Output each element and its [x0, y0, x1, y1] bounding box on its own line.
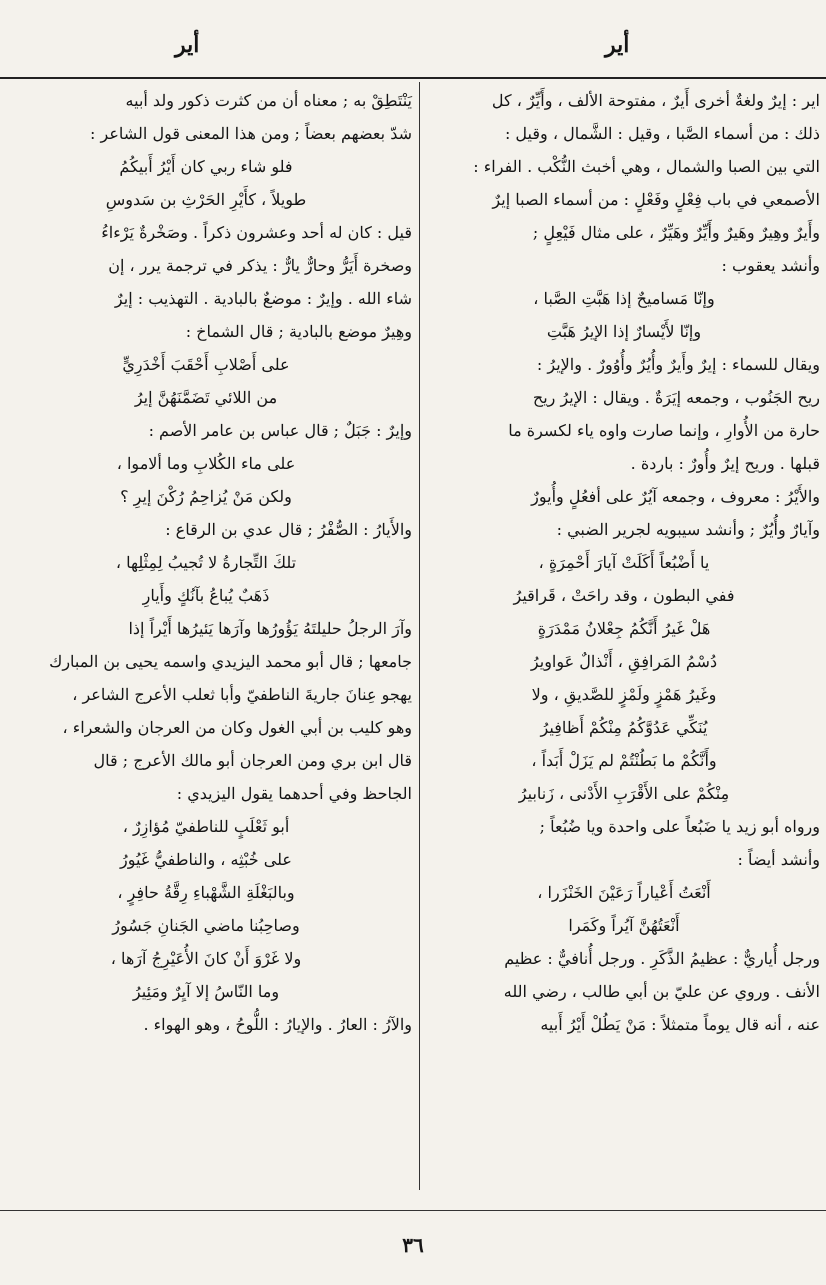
verse-line: وما النّاسُ إلا آيِرٌ ومَئِيرُ [132, 982, 280, 1001]
text-line: اير : إيرٌ ولغةٌ أخرى أَيرٌ ، مفتوحة الألف ، وأَيِّرٌ ، كل [491, 91, 820, 110]
verse-line: ولا غَرْوَ أَنْ كانَ الأُعَيْرِجُ آرَها ، [110, 949, 302, 968]
text-line: ورجل أُياريٌّ : عظيمُ الذَّكَرِ . ورجل أُنافيٌّ : عظيم [504, 949, 820, 968]
running-head-left: أير [175, 32, 200, 58]
text-line: وإيرٌ : جَبَلٌ ; قال عباس بن عامر الأصم : [148, 421, 412, 440]
verse-line: يا أَضْبُعاً أَكَلَتْ آيارَ أَحْمِرَةٍ ، [538, 553, 710, 572]
verse-line: يُنَكِّي عَدُوَّكُمُ مِنْكُمْ أَظافِيرُ [540, 718, 708, 737]
text-line: وآرَ الرجلُ حليلتَهُ يَؤُورُها وآرَها يَئيرُها أَيْراً إذا [128, 619, 412, 638]
verse-line: دُسْمُ المَرافِقِ ، أَنْذالٌ عَواويرُ [530, 652, 718, 671]
text-line: وآيارٌ وأُيُرٌ ; وأنشد سيبويه لجرير الضبي : [556, 520, 820, 539]
text-line: وصخرة أَيَرُّ وحارٌّ يارٌّ : يذكر في ترجمة يرر ، إن [108, 256, 412, 275]
text-line: قبلها . وريح إيرٌ وأُورٌ : باردة . [630, 454, 820, 473]
text-line: التي بين الصبا والشمال ، وهي أخبث النُّكْب . الفراء : [473, 157, 820, 176]
text-line: وهِيرٌ موضع بالبادية ; قال الشماخ : [185, 322, 412, 341]
text-line: الجاحظ وفي أحدهما يقول اليزيدي : [176, 784, 412, 803]
right-column [428, 84, 820, 1041]
verse-line: أَنْعَتُ أَعْياراً رَعَيْنَ الخَنْزَرا ، [537, 883, 711, 902]
text-line: حارة من الأُوارِ ، وإنما صارت واوه ياء لكسرة ما [508, 421, 820, 440]
text-line: ريح الجَنُوب ، وجمعه إيَرَةٌ . ويقال : الإيرُ ريح [532, 388, 820, 407]
text-line: الأصمعي في باب فِعْلٍ وفَعْلٍ : من أسماء الصبا إيرٌ [492, 190, 820, 209]
text-line: وأنشد يعقوب : [721, 256, 820, 275]
verse-line: تلكَ التِّجارةُ لا تُجيبُ لِمِثْلِها ، [115, 553, 297, 572]
text-line: والأَيارُ : الصُّفْرُ ; قال عدي بن الرقاع : [165, 520, 412, 539]
verse-line: على أَصْلابِ أَحْقَبَ أَخْدَرِيٍّ [122, 355, 290, 374]
verse-line: مِنْكُمْ على الأَقْرَبِ الأَدْنى ، زَنابيرُ [518, 784, 730, 803]
verse-line: ففي البطون ، وقد راحَتْ ، قَراقيرُ [513, 586, 735, 605]
text-line: يَنْتَطِقْ به ; معناه أن من كثرت ذكور ولد أبيه [125, 91, 412, 110]
text-line: ورواه أبو زيد يا ضَبُعاً على واحدة ويا ضُبُعاً ; [539, 817, 820, 836]
text-line: الأنف . وروي عن عليّ بن أبي طالب ، رضي الله [503, 982, 820, 1001]
verse-line: وإنّا مَساميحٌ إذا هَبَّتِ الصَّبا ، [533, 289, 715, 308]
text-line: شاء الله . وإيرٌ : موضعٌ بالبادية . التهذيب : إيرٌ [114, 289, 412, 308]
verse-line: أبو ثَعْلَبٍ للناطفيّ مُؤازِرٌ ، [122, 817, 290, 836]
text-line: جامعها ; قال أبو محمد اليزيدي واسمه يحيى بن المبارك [49, 652, 412, 671]
running-head-right: أير [605, 32, 630, 58]
text-line: يهجو عِنانَ جاريةَ الناطفيّ وأبا ثعلب الأعرج الشاعر ، [72, 685, 412, 704]
footer-rule [0, 1210, 826, 1211]
text-line: ذلك : من أسماء الصَّبا ، وقيل : الشَّمال ، وقيل : [504, 124, 820, 143]
text-line: شدّ بعضهم بعضاً ; ومن هذا المعنى قول الشاعر : [90, 124, 412, 143]
verse-line: وغَيرُ هَمْزٍ ولَمْزٍ للصَّديقِ ، ولا [531, 685, 717, 704]
verse-line: طويلاً ، كأَيْرِ الحَرْثِ بن سَدوسِ [105, 190, 307, 209]
text-line: عنه ، أنه قال يوماً متمثلاً : مَنْ يَطُلْ أَيْرُ أَبيه [540, 1015, 820, 1034]
verse-line: وإنّا لأَيْسارٌ إذا الإيرُ هَبَّتِ [546, 322, 702, 341]
verse-line: من اللائي تَضَمَّنَهُنَّ إيرُ [134, 388, 278, 407]
verse-line: أَنْعَتُهُنَّ آيُراً وكَمَرا [568, 916, 680, 935]
verse-line: ولكن مَنْ يُزاحِمُ رُكْنَ إيرِ ؟ [120, 487, 292, 506]
column-divider [419, 82, 420, 1190]
verse-line: ذَهَبٌ يُباعُ بآنُكٍ وأَيارِ [142, 586, 270, 605]
verse-line: على ماء الكُلابِ وما ألاموا ، [116, 454, 296, 473]
text-line: والآرُ : العارُ . والإيارُ : اللُّوحُ ، وهو الهواء . [143, 1015, 412, 1034]
left-column [0, 84, 412, 1041]
text-line: والأَيْرُ : معروف ، وجمعه آيُرٌ على أفعُلٍ وأُيورٌ [531, 487, 820, 506]
text-line: قيل : كان له أحد وعشرون ذكراً . وصَخْرةٌ يَرْءاءُ [101, 223, 412, 242]
header-rule [0, 77, 826, 79]
verse-line: على خُبْثِه ، والناطفيُّ غَيُورُ [120, 850, 292, 869]
verse-line: وصاحِبُنا ماضي الجَنانِ جَسُورُ [112, 916, 300, 935]
text-line: قال ابن بري ومن العرجان أبو مالك الأعرج ; قال [93, 751, 412, 770]
verse-line: وبالبَغْلَةِ الشَّهْباءِ رِقَّةُ حافِرٍ ، [117, 883, 295, 902]
text-line: ويقال للسماء : إيرٌ وأَيرٌ وأُيُرٌ وأُوُورٌ . والإيرُ : [536, 355, 820, 374]
verse-line: فلو شاء ربي كان أَيْرُ أَبيكُمُ [119, 157, 293, 176]
text-line: وأَيرٌ وهِيرٌ وهَيرٌ وأَيِّرٌ وهَيِّرٌ ، على مثال فَيْعِلٍ ; [532, 223, 820, 242]
page-number: ٣٦ [402, 1233, 424, 1257]
text-line: وهو كليب بن أبي الغول وكان من العرجان والشعراء ، [62, 718, 412, 737]
verse-line: هَلْ غَيرُ أَنَّكُمُ جِعْلانُ مَمْدَرَةٍ [537, 619, 711, 638]
verse-line: وأَنَّكُمْ ما بَطُنْتُمْ لم يَزَلْ أَبَداً ، [531, 751, 717, 770]
text-line: وأنشد أيضاً : [737, 850, 820, 869]
